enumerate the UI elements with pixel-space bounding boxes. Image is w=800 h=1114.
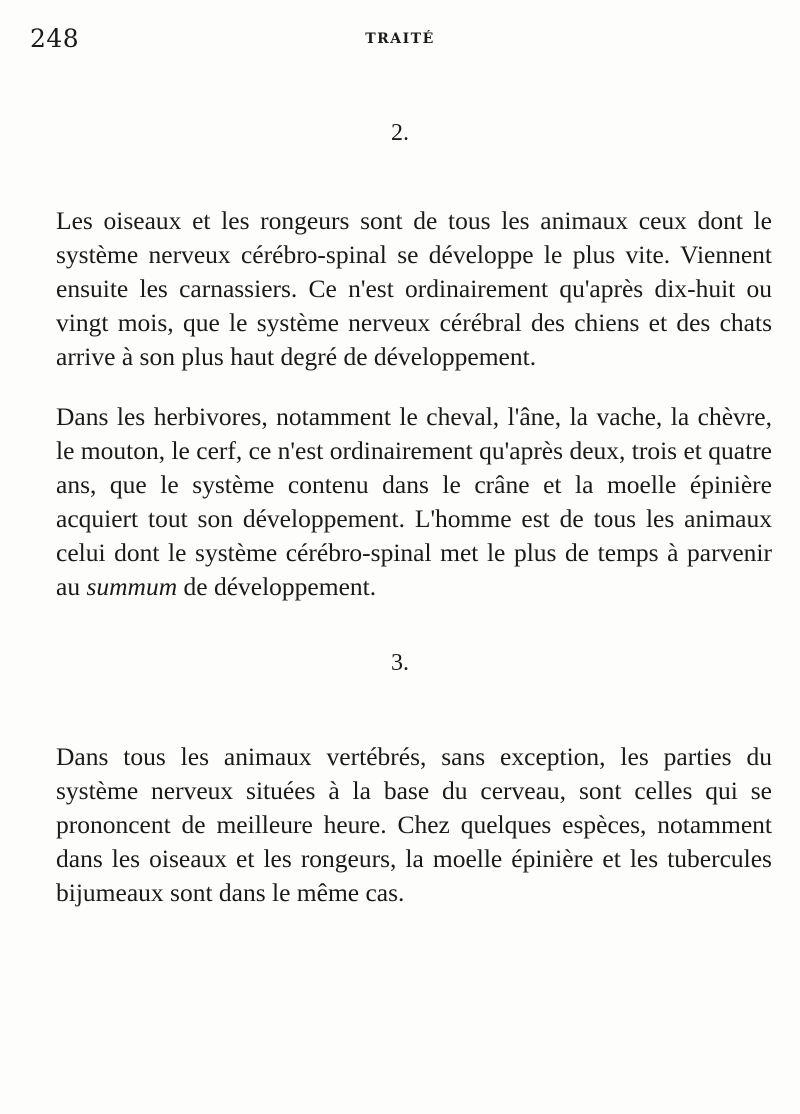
italic-term: summum	[86, 572, 178, 601]
section-number-3: 3.	[391, 650, 409, 676]
paragraph-text	[56, 400, 772, 604]
paragraph-text-part: de développement.	[177, 572, 377, 601]
paragraph-text-part: Dans les herbivores, notamment le cheval, l'âne, la vache, la chèvre, le mouton, le cerf, ce n'est ordinairement qu'après deux, trois et quatre ans, que le système contenu dans le crâne et la moelle épinière acquiert tout son développement. L'homme est de tous les animaux celui dont le système cérébro-spinal met le plus de temps à parvenir au	[56, 402, 772, 601]
paragraph-text: Les oiseaux et les rongeurs sont de tous les animaux ceux dont le système nerveux cérébro-spinal se développe le plus vite. Viennent ensuite les carnassiers. Ce n'est ordinairement qu'après dix-huit ou vingt mois, que le système nerveux cérébral des chiens et des chats arrive à son plus haut degré de développement.	[56, 206, 772, 371]
section-2-paragraph-1	[56, 204, 772, 374]
page-number: 248	[30, 24, 80, 53]
paragraph-text: Dans tous les animaux vertébrés, sans exception, les parties du système nerveux situées à la base du cerveau, sont celles qui se prononcent de meilleure heure. Chez quelques espèces, notamment dans les oiseaux et les rongeurs, la moelle épinière et les tubercules bijumeaux sont dans le même cas.	[56, 742, 772, 907]
running-head: TRAITÉ	[365, 31, 435, 47]
section-number-2: 2.	[391, 120, 409, 146]
page-header	[30, 24, 770, 58]
section-2-paragraph-2	[56, 400, 772, 604]
section-3-paragraph-1	[56, 740, 772, 910]
